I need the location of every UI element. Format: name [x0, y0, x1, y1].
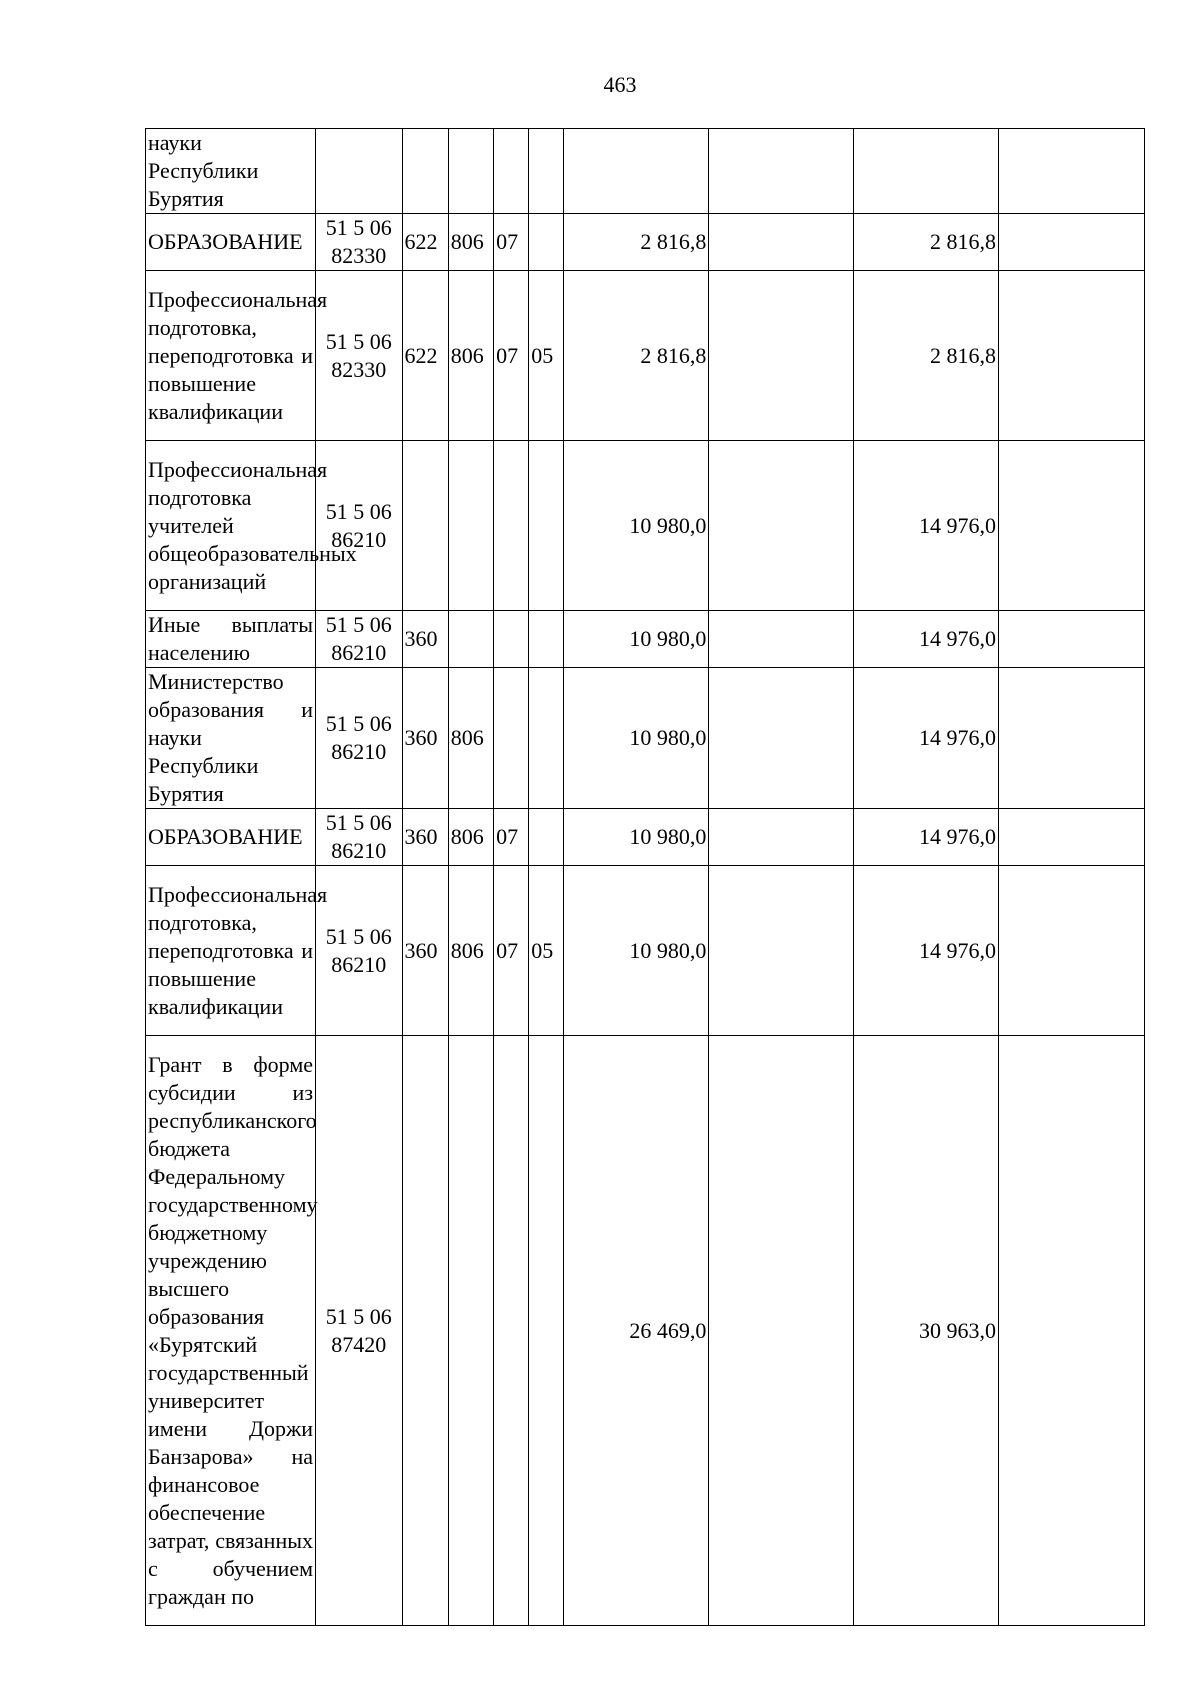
- row-expense-type: 360: [402, 866, 448, 1036]
- row-ministry-code: 806: [448, 668, 493, 809]
- table-row: [146, 668, 1145, 809]
- row-ministry-code: 806: [448, 866, 493, 1036]
- row-expense-type: [402, 441, 448, 611]
- table-row: [146, 271, 1145, 441]
- row-target-code: [316, 441, 403, 611]
- row-subsection: [529, 214, 564, 271]
- row-ministry-code: [448, 441, 493, 611]
- row-empty-col: [709, 611, 854, 668]
- row-amount-2: 14 976,0: [854, 441, 999, 611]
- row-extra: [999, 129, 1145, 214]
- target-code-line-2: 87420: [331, 1331, 387, 1357]
- row-section: [494, 611, 529, 668]
- row-name: Грант в форме субсидии из республиканского бюджета Федеральному государственному бюджетному учреждению высшего образования «Бурятский государственный университет имени Доржи Банзарова» на финансовое обеспечение затрат, связанных с обучением граждан по: [146, 1036, 316, 1626]
- row-amount-2: 2 816,8: [854, 214, 999, 271]
- row-amount-1: 10 980,0: [564, 866, 709, 1036]
- row-amount-1: 2 816,8: [564, 271, 709, 441]
- row-amount-1: 10 980,0: [564, 809, 709, 866]
- target-code-line-1: 51 5 06: [325, 215, 392, 240]
- table-row: [146, 214, 1145, 271]
- row-empty-col: [709, 668, 854, 809]
- row-ministry-code: 806: [448, 809, 493, 866]
- row-extra: [999, 866, 1145, 1036]
- row-expense-type: 360: [402, 611, 448, 668]
- row-name: ОБРАЗОВАНИЕ: [146, 809, 316, 866]
- target-code-line-2: 86210: [331, 951, 387, 977]
- row-expense-type: [402, 1036, 448, 1626]
- row-section: 07: [494, 214, 529, 271]
- row-section: [494, 441, 529, 611]
- row-empty-col: [709, 1036, 854, 1626]
- target-code-line-1: 51 5 06: [325, 711, 392, 736]
- row-empty-col: [709, 441, 854, 611]
- row-name: Министерство образования и науки Республики Бурятия: [146, 668, 316, 809]
- row-extra: [999, 668, 1145, 809]
- row-expense-type: 360: [402, 809, 448, 866]
- table-row: [146, 129, 1145, 214]
- target-code-line-2: 86210: [331, 526, 387, 552]
- row-name: Профессиональная подготовка учителей общеобразовательных организаций: [146, 441, 316, 611]
- row-subsection: [529, 129, 564, 214]
- row-empty-col: [709, 214, 854, 271]
- table-row: [146, 611, 1145, 668]
- target-code-line-1: 51 5 06: [325, 612, 392, 637]
- row-ministry-code: [448, 129, 493, 214]
- row-expense-type: [402, 129, 448, 214]
- row-extra: [999, 441, 1145, 611]
- row-amount-2: 14 976,0: [854, 611, 999, 668]
- table-row: [146, 866, 1145, 1036]
- target-code-line-2: 82330: [331, 356, 387, 382]
- row-expense-type: 622: [402, 214, 448, 271]
- target-code-line-1: 51 5 06: [325, 1303, 392, 1329]
- row-name: Иные выплаты населению: [146, 611, 316, 668]
- target-code-line-1: 51 5 06: [325, 923, 392, 949]
- table-row: [146, 441, 1145, 611]
- target-code-line-2: 82330: [331, 243, 387, 268]
- row-name: Профессиональная подготовка, переподготовка и повышение квалификации: [146, 271, 316, 441]
- row-target-code: [316, 1036, 403, 1626]
- row-target-code: [316, 668, 403, 809]
- row-ministry-code: [448, 1036, 493, 1626]
- target-code-line-1: 51 5 06: [325, 328, 392, 354]
- row-amount-1: 26 469,0: [564, 1036, 709, 1626]
- row-section: [494, 1036, 529, 1626]
- row-expense-type: 622: [402, 271, 448, 441]
- row-empty-col: [709, 866, 854, 1036]
- target-code-line-1: 51 5 06: [325, 498, 392, 524]
- row-target-code: [316, 611, 403, 668]
- table-row: [146, 809, 1145, 866]
- row-expense-type: 360: [402, 668, 448, 809]
- budget-table: [145, 128, 1145, 1626]
- row-subsection: [529, 611, 564, 668]
- row-section: 07: [494, 809, 529, 866]
- row-amount-1: 10 980,0: [564, 611, 709, 668]
- row-extra: [999, 611, 1145, 668]
- row-ministry-code: 806: [448, 214, 493, 271]
- row-target-code: [316, 866, 403, 1036]
- budget-table-body: [146, 129, 1145, 1626]
- row-empty-col: [709, 809, 854, 866]
- row-amount-2: 14 976,0: [854, 866, 999, 1036]
- row-amount-2: 14 976,0: [854, 809, 999, 866]
- row-amount-1: 10 980,0: [564, 441, 709, 611]
- target-code-line-2: 86210: [331, 739, 387, 764]
- row-subsection: 05: [529, 866, 564, 1036]
- row-target-code: [316, 129, 403, 214]
- row-subsection: [529, 668, 564, 809]
- row-amount-2: [854, 129, 999, 214]
- row-amount-1: [564, 129, 709, 214]
- row-subsection: [529, 1036, 564, 1626]
- row-amount-1: 2 816,8: [564, 214, 709, 271]
- row-name: науки Республики Бурятия: [146, 129, 316, 214]
- row-name: ОБРАЗОВАНИЕ: [146, 214, 316, 271]
- row-section: 07: [494, 866, 529, 1036]
- row-amount-2: 2 816,8: [854, 271, 999, 441]
- row-empty-col: [709, 129, 854, 214]
- table-row: [146, 1036, 1145, 1626]
- row-section: [494, 129, 529, 214]
- row-amount-2: 30 963,0: [854, 1036, 999, 1626]
- target-code-line-1: 51 5 06: [325, 810, 392, 835]
- row-extra: [999, 214, 1145, 271]
- row-ministry-code: 806: [448, 271, 493, 441]
- row-subsection: [529, 441, 564, 611]
- row-target-code: [316, 809, 403, 866]
- row-amount-2: 14 976,0: [854, 668, 999, 809]
- row-section: 07: [494, 271, 529, 441]
- row-section: [494, 668, 529, 809]
- row-target-code: [316, 271, 403, 441]
- row-subsection: 05: [529, 271, 564, 441]
- row-amount-1: 10 980,0: [564, 668, 709, 809]
- target-code-line-2: 86210: [331, 838, 387, 863]
- row-name: Профессиональная подготовка, переподготовка и повышение квалификации: [146, 866, 316, 1036]
- page-number: 463: [603, 72, 637, 97]
- row-empty-col: [709, 271, 854, 441]
- row-extra: [999, 809, 1145, 866]
- row-ministry-code: [448, 611, 493, 668]
- target-code-line-2: 86210: [331, 640, 387, 665]
- row-target-code: [316, 214, 403, 271]
- row-subsection: [529, 809, 564, 866]
- row-extra: [999, 1036, 1145, 1626]
- row-extra: [999, 271, 1145, 441]
